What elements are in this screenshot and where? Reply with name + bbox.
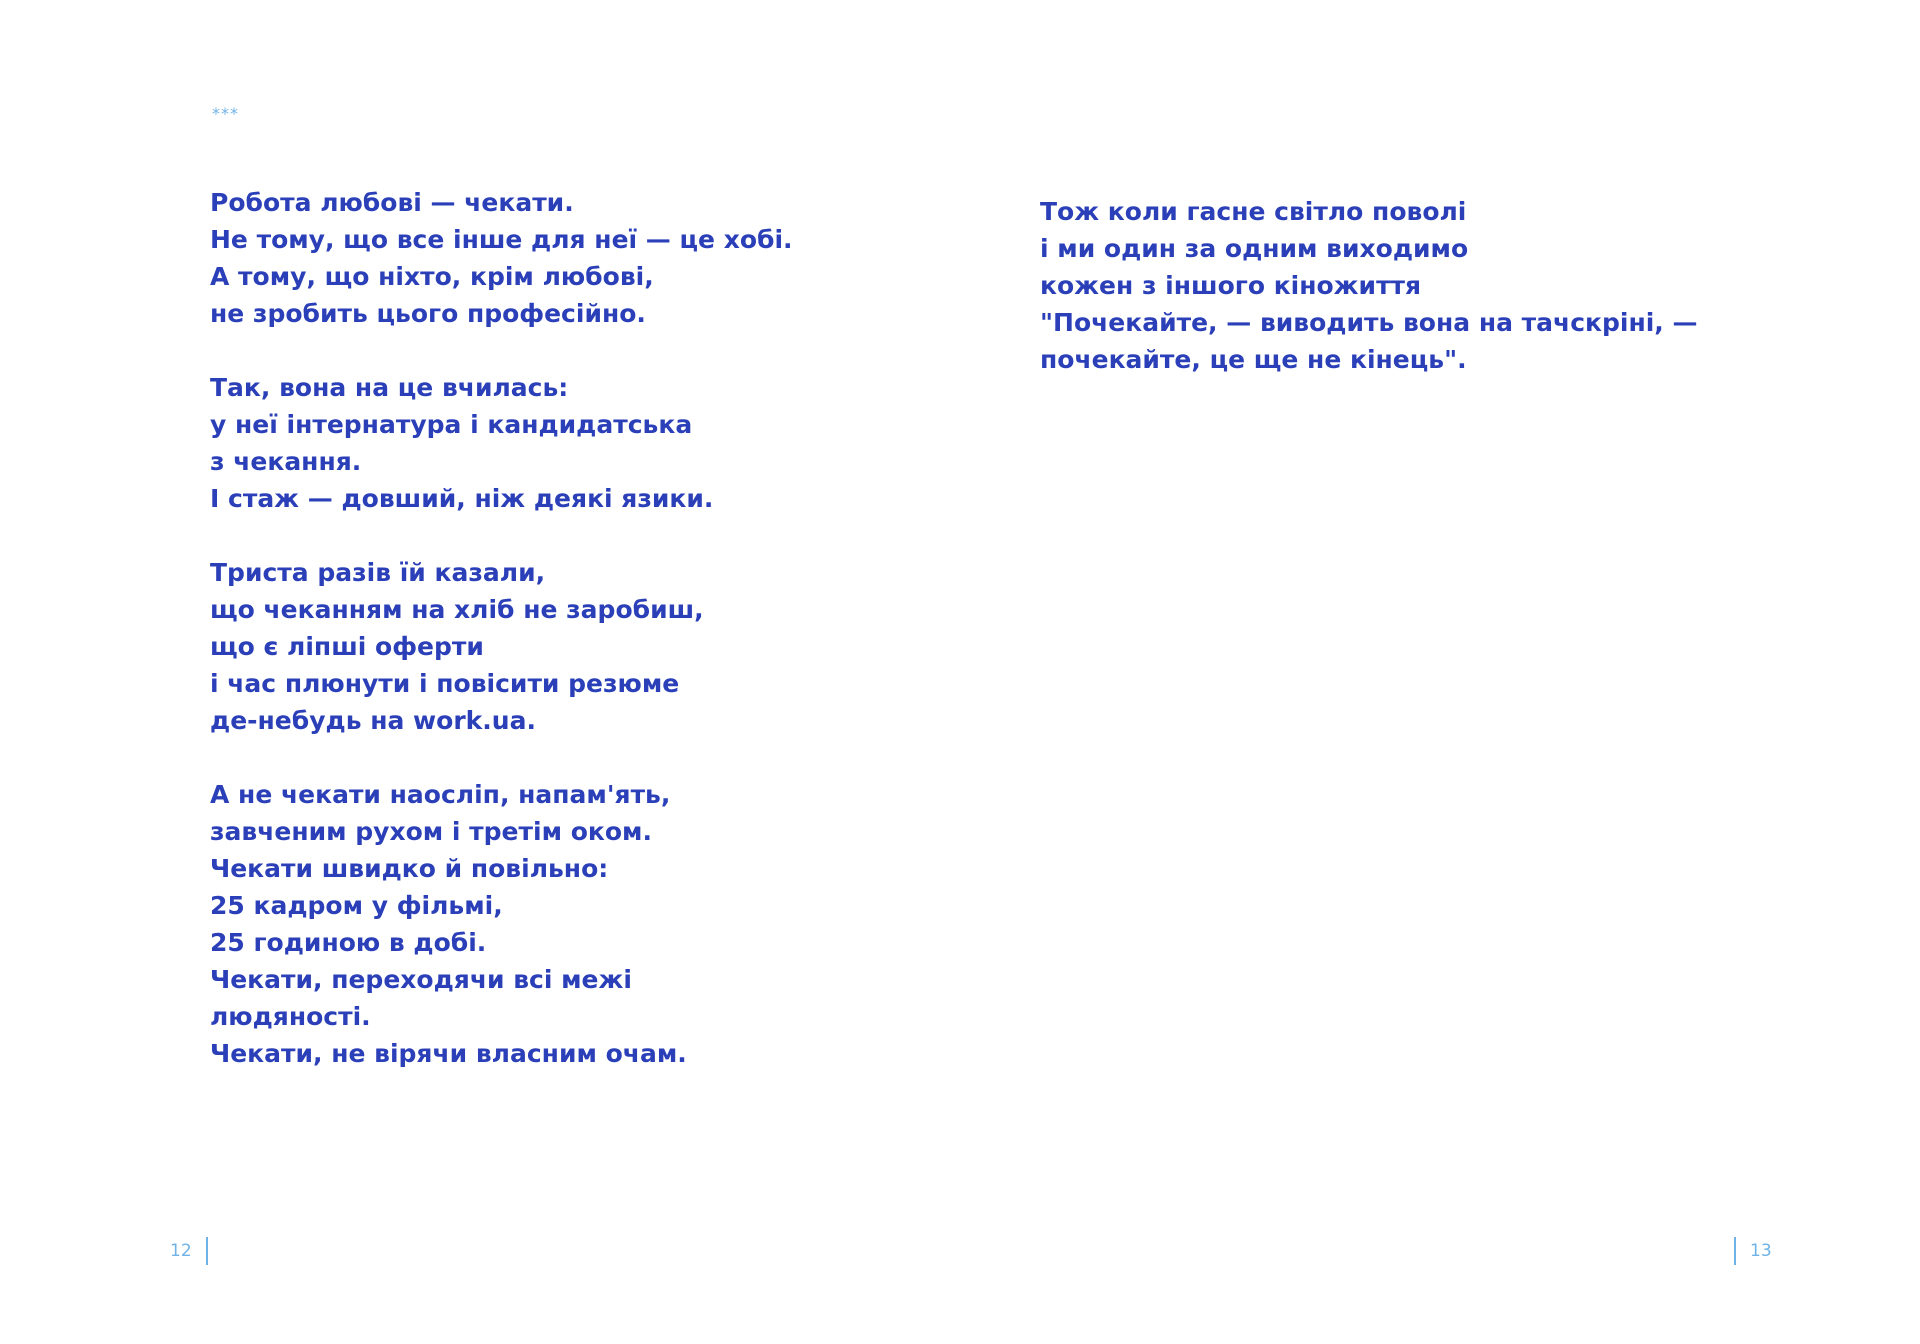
poem-line: що чеканням на хліб не заробиш, [210,595,704,624]
poem-line: що є ліпші оферти [210,632,484,661]
poem-line: Чекати швидко й повільно: [210,854,609,883]
stanza [210,554,793,739]
stanza [1040,193,1698,378]
poem-line: А не чекати наосліп, напам'ять, [210,780,671,809]
poem-line: Не тому, що все інше для неї — це хобі. [210,225,793,254]
right-page [960,0,1920,1344]
poem-text-left [210,184,793,1072]
stanza [210,776,793,1072]
poem-line: не зробить цього професійно. [210,299,646,328]
poem-text-right [1040,193,1698,378]
poem-line: людяності. [210,1002,371,1031]
poem-line: Так, вона на це вчилась: [210,373,569,402]
poem-line: і ми один за одним виходимо [1040,234,1469,263]
page-number-left [170,1236,208,1266]
folio-divider [206,1237,208,1265]
poem-line: Чекати, не вірячи власним очам. [210,1039,687,1068]
poem-line: почекайте, це ще не кінець". [1040,345,1467,374]
folio-divider [1734,1237,1736,1265]
poem-line: і час плюнути і повісити резюме [210,669,680,698]
poem-line: Чекати, переходячи всі межі [210,965,632,994]
poem-line: де-небудь на work.ua. [210,706,536,735]
poem-line: "Почекайте, — виводить вона на тачскріні, — [1040,308,1698,337]
poem-line: Триста разів їй казали, [210,558,546,587]
poem-line: у неї інтернатура і кандидатська [210,410,693,439]
poem-line: з чекання. [210,447,362,476]
page-number: 12 [170,1241,192,1261]
poem-line: І стаж — довший, ніж деякі язики. [210,484,714,513]
poem-line: кожен з іншого кіножиття [1040,271,1422,300]
poem-line: завченим рухом і третім оком. [210,817,652,846]
poem-line: 25 годиною в добі. [210,928,487,957]
asterism-ornament: *** [212,104,239,123]
poem-line: Робота любові — чекати. [210,188,574,217]
stanza [210,369,793,517]
page-number: 13 [1750,1241,1772,1261]
page-number-right [1734,1236,1772,1266]
poem-line: А тому, що ніхто, крім любові, [210,262,654,291]
poem-line: Тож коли гасне світло поволі [1040,197,1467,226]
stanza [210,184,793,332]
poem-line: 25 кадром у фільмі, [210,891,503,920]
